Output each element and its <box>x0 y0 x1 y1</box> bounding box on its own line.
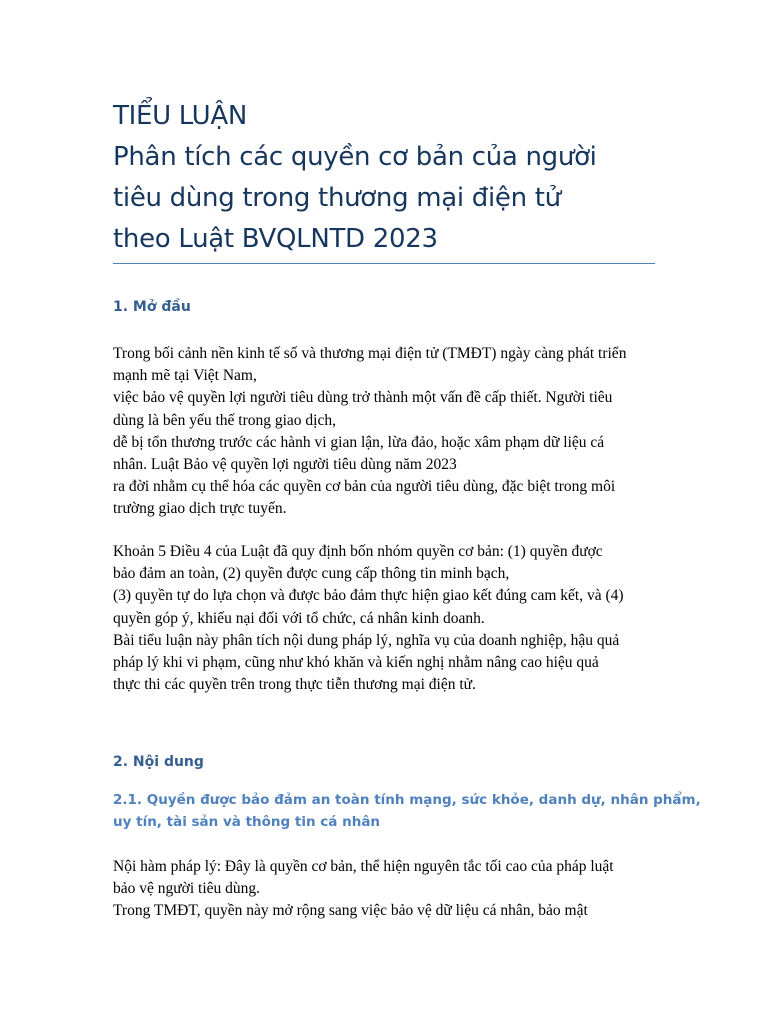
section-heading-intro: 1. Mở đầu <box>113 299 191 315</box>
title-line: theo Luật BVQLNTD 2023 <box>113 224 438 254</box>
text-line: bảo vệ người tiêu dùng. <box>113 880 261 898</box>
text-line: (3) quyền tự do lựa chọn và được bảo đảm thực hiện giao kết đúng cam kết, và (4) <box>113 587 624 605</box>
text-line: dễ bị tổn thương trước các hành vi gian lận, lừa đảo, hoặc xâm phạm dữ liệu cá <box>113 433 605 451</box>
text-line: ra đời nhằm cụ thể hóa các quyền cơ bản của người tiêu dùng, đặc biệt trong môi <box>113 478 616 496</box>
text-line: Nội hàm pháp lý: Đây là quyền cơ bản, thể hiện nguyên tắc tối cao của pháp luật <box>113 858 614 875</box>
text-line: mạnh mẽ tại Việt Nam, <box>113 367 257 385</box>
subsection-heading-2-1 <box>113 789 701 833</box>
text-line: Khoản 5 Điều 4 của Luật đã quy định bốn nhóm quyền cơ bản: (1) quyền được <box>113 543 603 560</box>
title-line: Phân tích các quyền cơ bản của người <box>113 142 597 172</box>
text-line: dùng là bên yếu thế trong giao dịch, <box>113 411 336 429</box>
title-line: tiêu dùng trong thương mại điện tử <box>113 183 561 213</box>
text-line: bảo đảm an toàn, (2) quyền được cung cấp thông tin minh bạch, <box>113 565 510 583</box>
section-heading-content: 2. Nội dung <box>113 754 204 770</box>
text-line: nhân. Luật Bảo vệ quyền lợi người tiêu dùng năm 2023 <box>113 456 457 474</box>
text-line: Bài tiểu luận này phân tích nội dung pháp lý, nghĩa vụ của doanh nghiệp, hậu quả <box>113 631 620 649</box>
text-line: thực thi các quyền trên trong thực tiễn thương mại điện tử. <box>113 676 476 694</box>
text-line: Trong bối cảnh nền kinh tế số và thương mại điện tử (TMĐT) ngày càng phát triển <box>113 345 627 362</box>
intro-paragraph-2 <box>113 541 673 696</box>
text-line: trường giao dịch trực tuyến. <box>113 500 287 518</box>
text-line: quyền góp ý, khiếu nại đối với tổ chức, cá nhân kinh doanh. <box>113 609 485 627</box>
content-paragraph-1 <box>113 856 673 923</box>
text-line: Trong TMĐT, quyền này mở rộng sang việc bảo vệ dữ liệu cá nhân, bảo mật <box>113 902 588 920</box>
title-line: TIỂU LUẬN <box>113 101 248 131</box>
text-line: pháp lý khi vi phạm, cũng như khó khăn và kiến nghị nhằm nâng cao hiệu quả <box>113 654 599 672</box>
heading-line: uy tín, tài sản và thông tin cá nhân <box>113 814 381 830</box>
heading-line: 2.1. Quyền được bảo đảm an toàn tính mạng, sức khỏe, danh dự, nhân phẩm, <box>113 792 701 808</box>
document-title <box>113 96 673 260</box>
title-divider <box>113 263 655 264</box>
intro-paragraph-1 <box>113 343 673 521</box>
text-line: việc bảo vệ quyền lợi người tiêu dùng trở thành một vấn đề cấp thiết. Người tiêu <box>113 389 613 407</box>
